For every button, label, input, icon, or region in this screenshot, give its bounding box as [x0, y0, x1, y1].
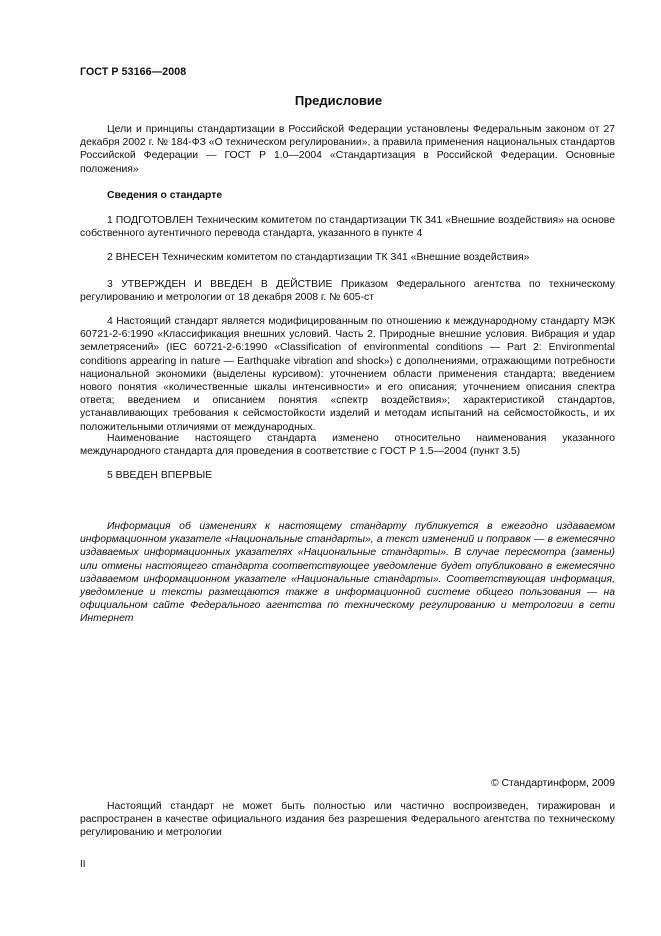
info-heading: Сведения о стандарте [107, 190, 223, 201]
item-3-paragraph: 3 УТВЕРЖДЕН И ВВЕДЕН В ДЕЙСТВИЕ Приказом Федерального агентства по техническому регулированию и метрологии от 18 декабря 2008 г. № 605-ст [80, 279, 615, 304]
document-code-header: ГОСТ Р 53166—2008 [80, 66, 187, 78]
intro-paragraph: Цели и принципы стандартизации в Российской Федерации установлены Федеральным законом от 27 декабря 2002 г. № 184-ФЗ «О техническом регулировании», а правила применения национальных стандартов Российской Федерации — ГОСТ Р 1.0—2004 «Стандартизация в Российской Федерации. Основные положения» [80, 124, 615, 175]
section-title: Предисловие [294, 93, 383, 108]
legal-paragraph: Настоящий стандарт не может быть полностью или частично воспроизведен, тиражирован и распространен в качестве официального издания без разрешения Федерального агентства по техническому регулированию и метрологии [80, 801, 615, 839]
item-5-paragraph: 5 ВВЕДЕН ВПЕРВЫЕ [107, 470, 213, 481]
notice-paragraph: Информация об изменениях к настоящему стандарту публикуется в ежегодно издаваемом информационном указателе «Национальные стандарты», а текст изменений и поправок — в ежемесячно издаваемых информационных указателях «Национальные стандарты». В случае пересмотра (замены) или отмены настоящего стандарта соответствующее уведомление будет опубликовано в ежемесячно издаваемом информационном указателе «Национальные стандарты». Соответствующая информация, уведомление и тексты размещаются также в информационной системе общего пользования — на официальном сайте Федерального агентства по техническому регулированию и метрологии в сети Интернет [80, 521, 615, 625]
item-4-paragraph: 4 Настоящий стандарт является модифицированным по отношению к международному стандарту МЭК 60721-2-6:1990 «Классификация внешних условий. Часть 2. Природные внешние условия. Вибрация и удар землетрясений» (IEC 60721-2-6:1990 «Classification of environmental conditions — Part 2: Environmental conditions appearing in nature — Earthquake vibration and shock») с дополнениями, отражающими потребности национальной экономики (выделены курсивом): уточнением области применения стандарта; введением нового понятия «количественные шкалы интенсивности» и его описания; уточнением описания спектра ответа; введением и описанием понятия «спектр воздействия»; характеристикой стандартов, устанавливающих требования к сейсмостойкости изделий и методам испытаний на сейсмостойкость, и их положительными отличиями от международных. [80, 316, 615, 433]
copyright-line: © Стандартинформ, 2009 [490, 778, 615, 789]
item-4-rename-paragraph: Наименование настоящего стандарта изменено относительно наименования указанного международного стандарта для проведения в соответствие с ГОСТ Р 1.5—2004 (пункт 3.5) [80, 433, 615, 458]
page-number: II [80, 859, 86, 870]
item-2-paragraph: 2 ВНЕСЕН Техническим комитетом по стандартизации ТК 341 «Внешние воздействия» [107, 252, 530, 263]
item-1-paragraph: 1 ПОДГОТОВЛЕН Техническим комитетом по стандартизации ТК 341 «Внешние воздействия» на основе собственного аутентичного перевода стандарта, указанного в пункте 4 [80, 215, 615, 240]
